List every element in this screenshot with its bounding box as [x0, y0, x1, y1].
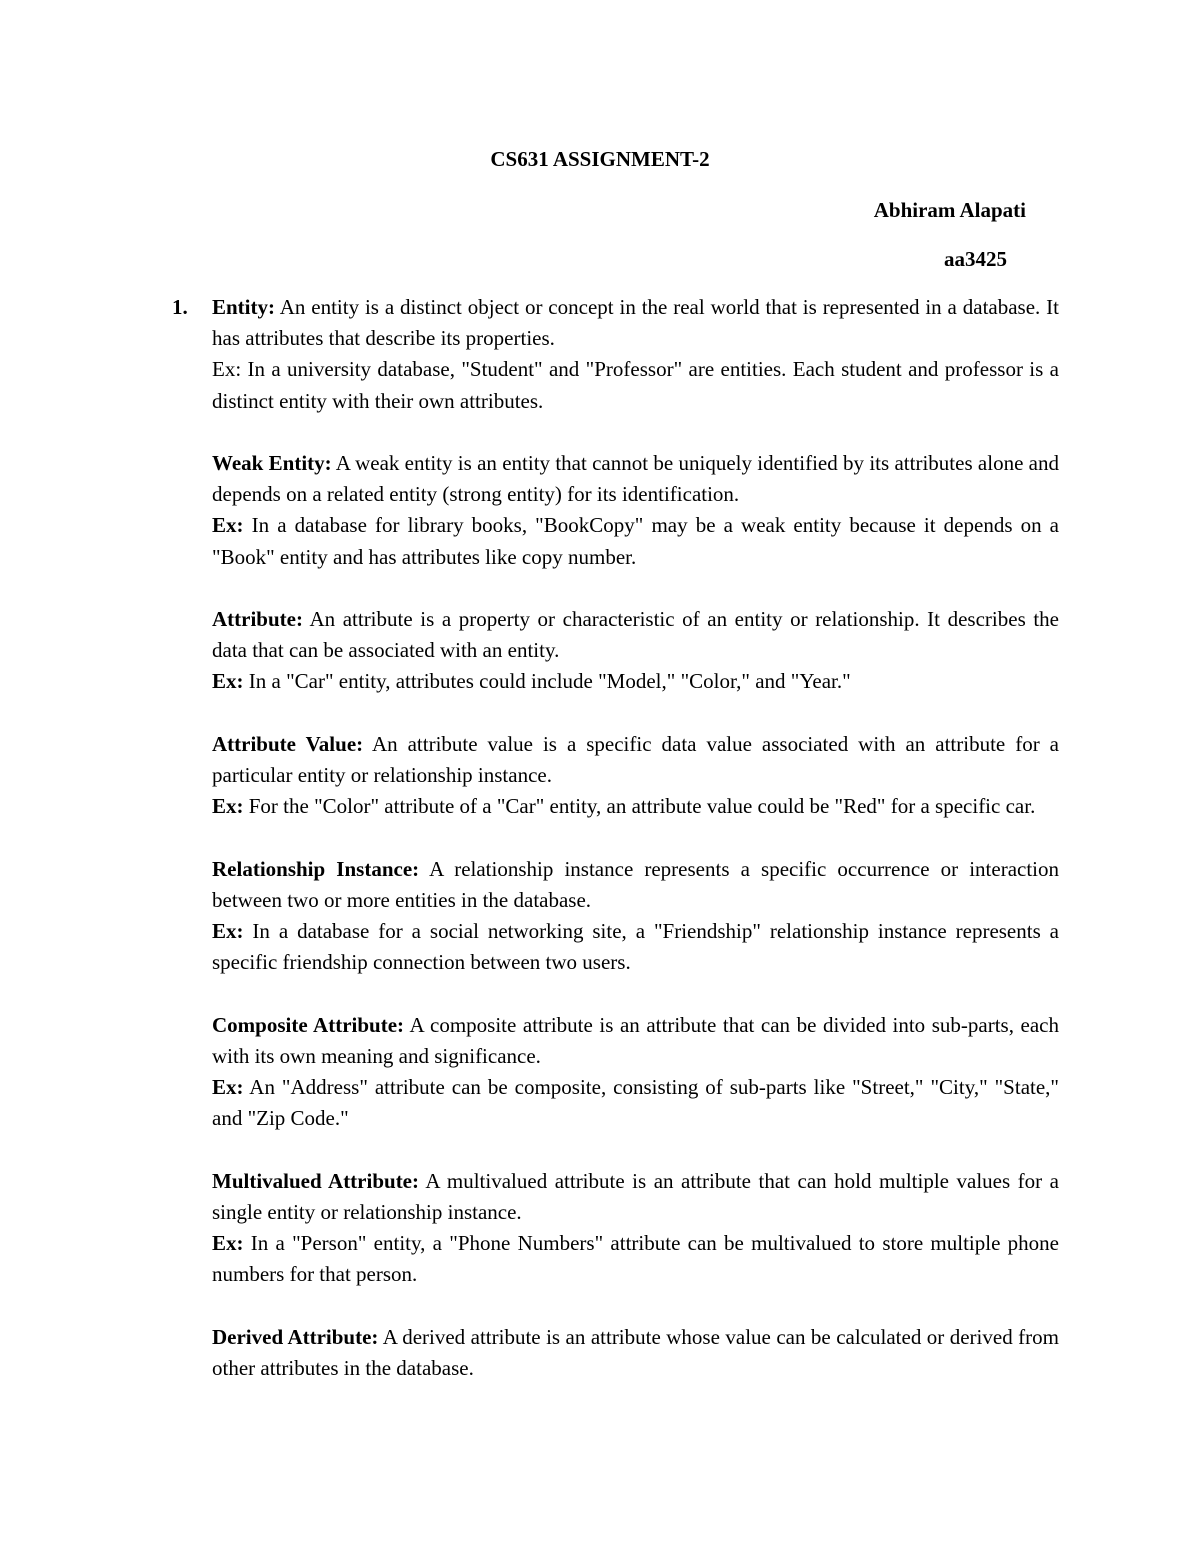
example-text: For the "Color" attribute of a "Car" entity, an attribute value could be "Red" for a specific car.: [248, 794, 1036, 819]
definition-section: [212, 1166, 1059, 1291]
example-text: In a database for a social networking site, a "Friendship" relationship instance represents a specific friendship connection between two users.: [212, 919, 1060, 975]
example-paragraph: [212, 1228, 1059, 1290]
definition-section: [212, 448, 1059, 573]
example-label: Ex:: [212, 919, 244, 943]
definition-text: An attribute is a property or characteristic of an entity or relationship. It describes the data that can be associated with an entity.: [212, 607, 1060, 663]
example-paragraph: [212, 354, 1059, 416]
definition-text: A relationship instance represents a specific occurrence or interaction between two or more entities in the database.: [212, 856, 1060, 912]
definition-term: Derived Attribute:: [212, 1324, 379, 1349]
definition-paragraph: [212, 448, 1059, 510]
example-paragraph: [212, 1072, 1059, 1134]
definition-section: [212, 729, 1059, 823]
example-paragraph: [212, 791, 1059, 822]
example-text: In a "Car" entity, attributes could include "Model," "Color," and "Year.": [248, 669, 851, 694]
student-id: aa3425: [944, 247, 1007, 271]
example-label: Ex:: [212, 1075, 244, 1099]
example-paragraph: [212, 666, 1059, 697]
definition-section: [212, 1010, 1059, 1135]
example-paragraph: [212, 916, 1059, 978]
definition-section: [212, 854, 1059, 979]
example-text: In a "Person" entity, a "Phone Numbers" attribute can be multivalued to store multiple phone numbers for that person.: [212, 1231, 1059, 1287]
definition-term: Multivalued Attribute:: [212, 1168, 419, 1193]
example-label: Ex:: [212, 669, 244, 694]
definition-paragraph: [212, 1010, 1059, 1072]
definition-text: A composite attribute is an attribute that can be divided into sub-parts, each with its own meaning and significance.: [212, 1012, 1059, 1068]
definition-term: Attribute Value:: [212, 731, 364, 756]
definition-paragraph: [212, 854, 1059, 916]
author-name: Abhiram Alapati: [873, 198, 1026, 222]
document-title: CS631 ASSIGNMENT-2: [490, 147, 710, 171]
definition-paragraph: [212, 1322, 1059, 1384]
definition-text: A multivalued attribute is an attribute that can hold multiple values for a single entity or relationship instance.: [212, 1168, 1059, 1224]
definition-paragraph: [212, 604, 1059, 666]
definition-term: Entity:: [212, 295, 275, 319]
definition-text: A weak entity is an entity that cannot be uniquely identified by its attributes alone and depends on a related entity (strong entity) for its identification.: [212, 451, 1060, 507]
definition-section: [212, 292, 1059, 417]
definition-text: An attribute value is a specific data value associated with an attribute for a particular entity or relationship instance.: [212, 731, 1059, 787]
definition-term: Composite Attribute:: [212, 1012, 405, 1037]
definition-term: Relationship Instance:: [212, 856, 420, 881]
list-number: 1.: [172, 295, 188, 319]
definition-paragraph: [212, 292, 1059, 354]
definition-paragraph: [212, 729, 1059, 791]
example-text: An "Address" attribute can be composite, consisting of sub-parts like "Street," "City," "State," and "Zip Code.": [212, 1075, 1059, 1131]
example-paragraph: [212, 510, 1059, 572]
definition-section: [212, 1322, 1059, 1384]
example-label: Ex:: [212, 1231, 244, 1255]
example-text: Ex: In a university database, "Student" and "Professor" are entities. Each student and professor is a distinct entity with their own attributes.: [212, 357, 1059, 413]
definition-term: Weak Entity:: [212, 451, 332, 475]
example-label: Ex:: [212, 513, 244, 538]
definition-paragraph: [212, 1166, 1059, 1228]
example-label: Ex:: [212, 794, 244, 819]
definition-term: Attribute:: [212, 607, 303, 631]
definition-text: A derived attribute is an attribute whose value can be calculated or derived from other attributes in the database.: [212, 1324, 1059, 1380]
definitions-list: [212, 292, 1059, 1415]
definition-section: [212, 604, 1059, 698]
example-text: In a database for library books, "BookCopy" may be a weak entity because it depends on a "Book" entity and has attributes like copy number.: [212, 513, 1060, 569]
definition-text: An entity is a distinct object or concept in the real world that is represented in a database. It has attributes that describe its properties.: [212, 295, 1059, 351]
